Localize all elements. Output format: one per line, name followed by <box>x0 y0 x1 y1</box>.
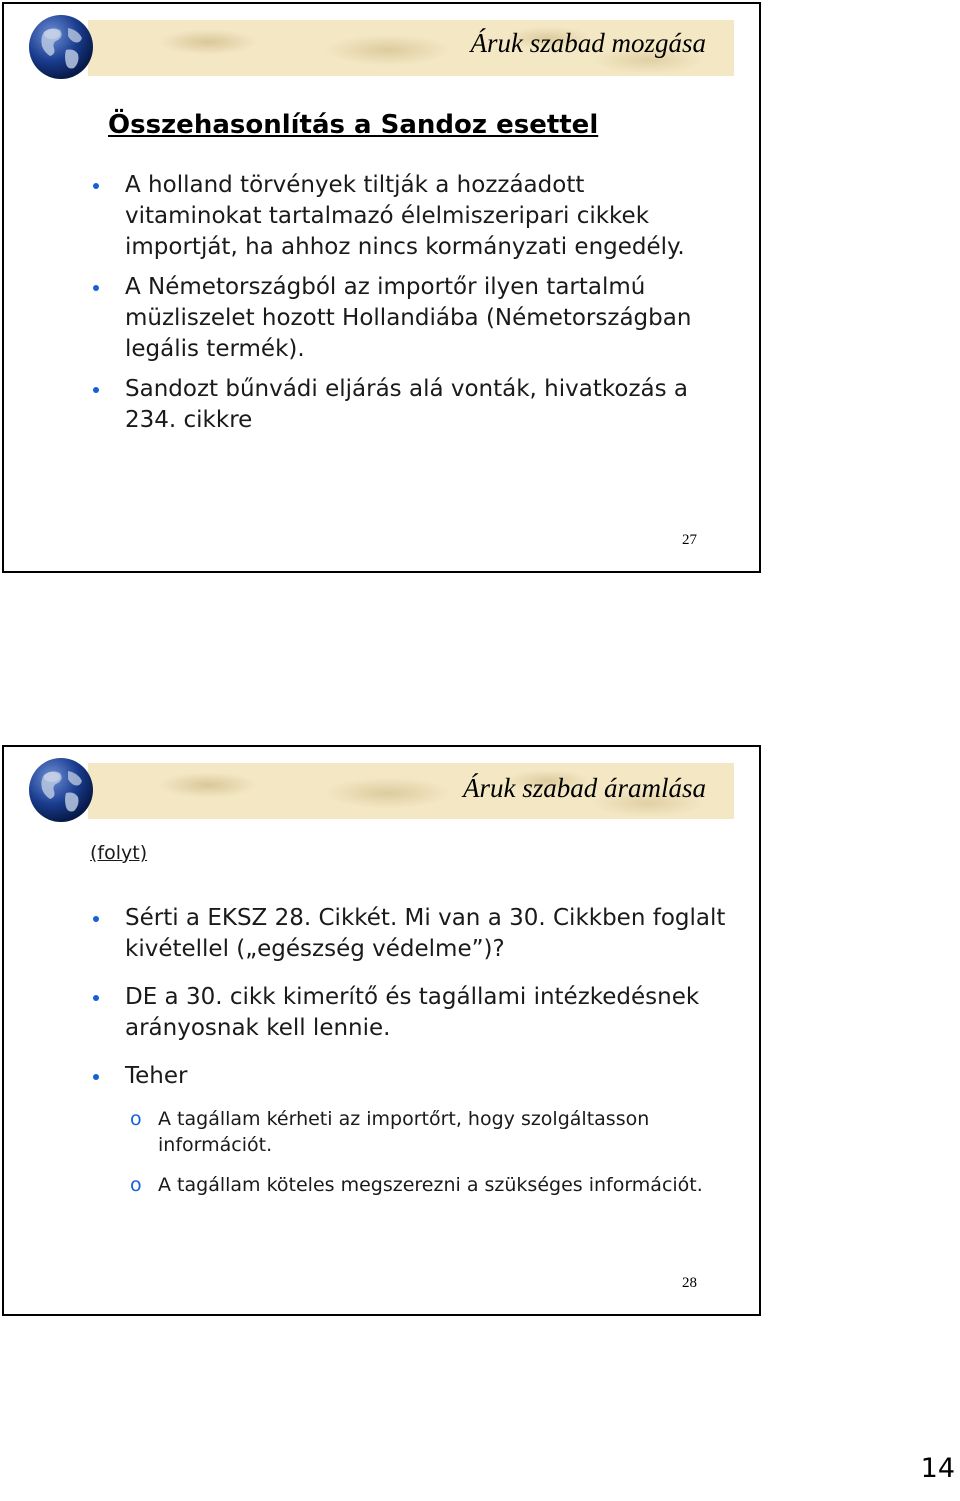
globe-icon <box>26 755 96 825</box>
sub-bullet-item <box>125 1106 732 1158</box>
sub-bullet-text: A tagállam kérheti az importőrt, hogy szolgáltasson információt. <box>158 1108 650 1156</box>
bullet-item <box>92 903 732 965</box>
bullet-list <box>92 170 692 445</box>
slide-page-number: 28 <box>682 1275 697 1291</box>
globe-icon <box>26 12 96 82</box>
slide-28 <box>2 745 761 1316</box>
document-page-number: 14 <box>920 1453 955 1484</box>
slide-title: Összehasonlítás a Sandoz esettel <box>108 110 599 140</box>
slide-27 <box>2 2 761 573</box>
sub-bullet-item <box>125 1172 732 1198</box>
bullet-list <box>92 903 732 1215</box>
bullet-item: A holland törvények tiltják a hozzáadott vitaminokat tartalmazó élelmiszeripari cikkek importját, ha ahhoz nincs kormányzati engedély. <box>92 170 692 263</box>
banner-title: Áruk szabad mozgása <box>470 28 706 58</box>
sub-bullet-text: A tagállam köteles megszerezni a szükséges információt. <box>158 1174 703 1196</box>
slide-page-number: 27 <box>682 532 697 548</box>
bullet-text: Teher <box>125 1063 188 1089</box>
bullet-item <box>92 1061 732 1198</box>
bullet-item: A Németországból az importőr ilyen tartalmú müzliszelet hozott Hollandiába (Németországban legális termék). <box>92 272 692 365</box>
sub-bullet-marker: o <box>130 1174 142 1196</box>
sub-bullet-list <box>125 1106 732 1198</box>
bullet-text: DE a 30. cikk kimerítő és tagállami intézkedésnek arányosnak kell lennie. <box>125 984 700 1041</box>
continued-label: (folyt) <box>90 842 148 864</box>
banner-title: Áruk szabad áramlása <box>462 773 706 803</box>
slide-banner <box>88 20 734 76</box>
sub-bullet-marker: o <box>130 1108 142 1130</box>
bullet-item <box>92 982 732 1044</box>
slide-banner <box>88 763 734 819</box>
bullet-item: Sandozt bűnvádi eljárás alá vonták, hivatkozás a 234. cikkre <box>92 374 692 436</box>
bullet-text: Sérti a EKSZ 28. Cikkét. Mi van a 30. Cikkben foglalt kivétellel („egészség védelme”)? <box>125 905 726 962</box>
